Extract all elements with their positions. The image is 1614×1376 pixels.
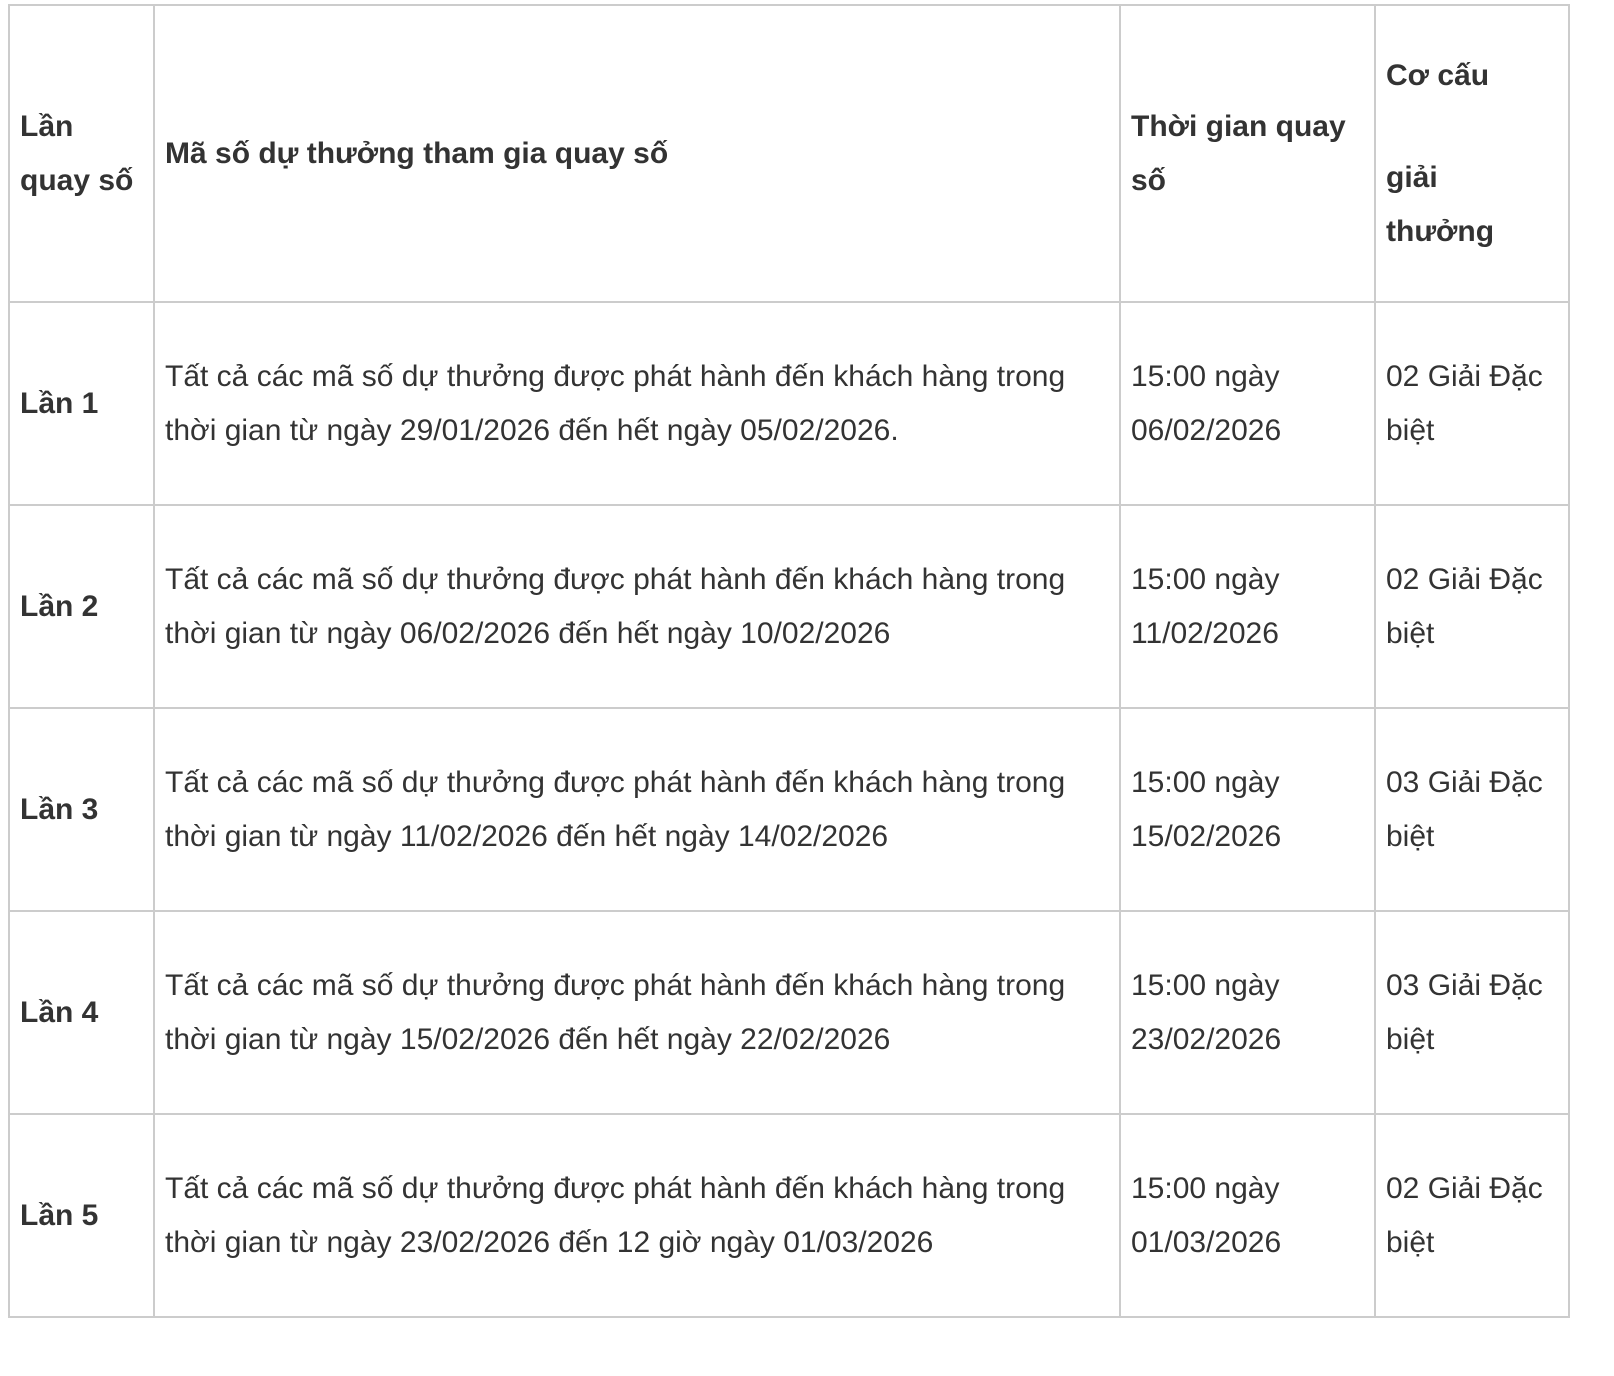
codes-cell: Tất cả các mã số dự thưởng được phát hành đến khách hàng trong thời gian từ ngày 29/01/2026 đến hết ngày 05/02/2026. <box>154 302 1120 505</box>
prize-cell: 02 Giải Đặc biệt <box>1375 1114 1569 1317</box>
header-prize-line1: Cơ cấu <box>1386 58 1490 92</box>
codes-cell: Tất cả các mã số dự thưởng được phát hành đến khách hàng trong thời gian từ ngày 11/02/2026 đến hết ngày 14/02/2026 <box>154 708 1120 911</box>
prize-cell: 02 Giải Đặc biệt <box>1375 302 1569 505</box>
time-cell: 15:00 ngày 23/02/2026 <box>1120 911 1375 1114</box>
time-cell: 15:00 ngày 01/03/2026 <box>1120 1114 1375 1317</box>
time-cell: 15:00 ngày 15/02/2026 <box>1120 708 1375 911</box>
prize-cell: 03 Giải Đặc biệt <box>1375 911 1569 1114</box>
time-cell: 15:00 ngày 06/02/2026 <box>1120 302 1375 505</box>
codes-cell: Tất cả các mã số dự thưởng được phát hành đến khách hàng trong thời gian từ ngày 23/02/2026 đến 12 giờ ngày 01/03/2026 <box>154 1114 1120 1317</box>
prize-cell: 03 Giải Đặc biệt <box>1375 708 1569 911</box>
table-row <box>9 302 1569 505</box>
prize-cell: 02 Giải Đặc biệt <box>1375 505 1569 708</box>
table-row <box>9 708 1569 911</box>
table-row <box>9 911 1569 1114</box>
time-cell: 15:00 ngày 11/02/2026 <box>1120 505 1375 708</box>
header-prize-line3: thưởng <box>1386 214 1495 248</box>
table-row <box>9 505 1569 708</box>
codes-cell: Tất cả các mã số dự thưởng được phát hành đến khách hàng trong thời gian từ ngày 15/02/2026 đến hết ngày 22/02/2026 <box>154 911 1120 1114</box>
table-row <box>9 1114 1569 1317</box>
header-time: Thời gian quay số <box>1120 5 1375 302</box>
header-round: Lần quay số <box>9 5 154 302</box>
prize-draw-schedule-table <box>8 4 1570 1318</box>
header-prize-line2: giải <box>1386 160 1438 194</box>
round-cell: Lần 3 <box>9 708 154 911</box>
round-cell: Lần 2 <box>9 505 154 708</box>
codes-cell: Tất cả các mã số dự thưởng được phát hành đến khách hàng trong thời gian từ ngày 06/02/2026 đến hết ngày 10/02/2026 <box>154 505 1120 708</box>
header-prize <box>1375 5 1569 302</box>
round-cell: Lần 4 <box>9 911 154 1114</box>
header-codes: Mã số dự thưởng tham gia quay số <box>154 5 1120 302</box>
header-row <box>9 5 1569 302</box>
round-cell: Lần 5 <box>9 1114 154 1317</box>
round-cell: Lần 1 <box>9 302 154 505</box>
